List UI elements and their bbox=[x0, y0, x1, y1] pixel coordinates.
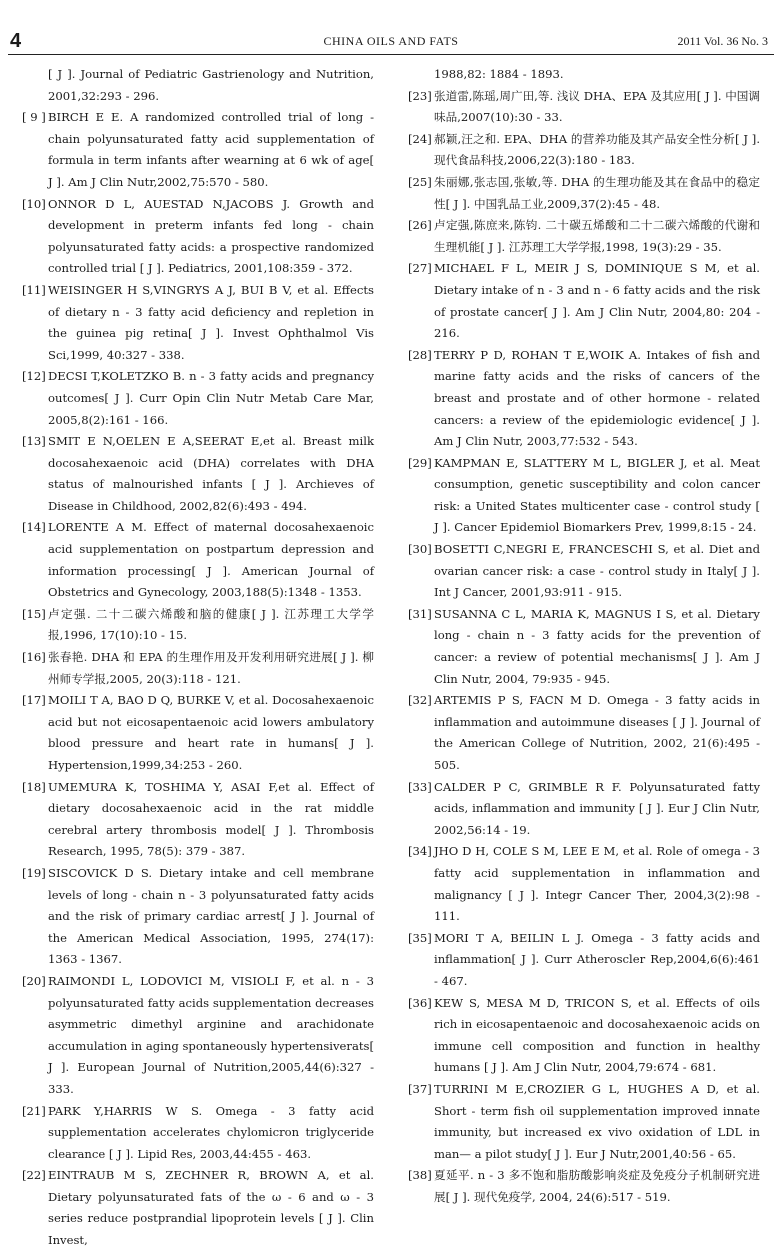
reference-number: [28] bbox=[408, 347, 432, 362]
reference-number: [16] bbox=[22, 650, 46, 665]
reference-text: MOILI T A, BAO D Q, BURKE V, et al. Docosahexaenoic acid but not eicosapentaenoic acid lowers ambulatory blood pressure and heart rate in humans[ J ]. Hypertension,1999,34:253 - 260. bbox=[48, 693, 374, 772]
reference-text: ONNOR D L, AUESTAD N,JACOBS J. Growth and development in preterm infants fed long - chain polyunsaturated fatty acids: a prospective randomized controlled trial [ J ]. Pediatrics, 2001,108:359 - 372. bbox=[48, 196, 374, 276]
reference-number: [15] bbox=[22, 606, 46, 621]
reference-text: CALDER P C, GRIMBLE R F. Polyunsaturated fatty acids, inflammation and immunity [ J ]. Eur J Clin Nutr, 2002,56:14 - 19. bbox=[434, 779, 760, 837]
reference-number: [32] bbox=[408, 693, 432, 708]
reference-text: BOSETTI C,NEGRI E, FRANCESCHI S, et al. Diet and ovarian cancer risk: a case - control study in Italy[ J ]. Int J Cancer, 2001,93:911 - 915. bbox=[434, 542, 760, 600]
reference-item bbox=[22, 280, 374, 366]
reference-text: EINTRAUB M S, ZECHNER R, BROWN A, et al. Dietary polyunsaturated fats of the ω - 6 and ω - 3 series reduce postprandial lipoprotein levels [ J ]. Clin Invest, bbox=[48, 1168, 374, 1248]
reference-number: [35] bbox=[408, 930, 432, 945]
reference-item bbox=[22, 604, 374, 647]
left-column bbox=[22, 64, 374, 1252]
reference-text: ARTEMIS P S, FACN M D. Omega - 3 fatty acids in inflammation and autoimmune diseases [ J ]. Journal of the American College of Nutrition, 2002, 21(6):495 - 505. bbox=[434, 693, 760, 772]
reference-text: MORI T A, BEILIN L J. Omega - 3 fatty acids and inflammation[ J ]. Curr Atheroscler Rep,2004,6(6):461 - 467. bbox=[434, 930, 760, 988]
reference-item bbox=[408, 64, 760, 86]
reference-number: [36] bbox=[408, 995, 432, 1010]
reference-text: SMIT E N,OELEN E A,SEERAT E,et al. Breast milk docosahexaenoic acid (DHA) correlates with DHA status of malnourished infants [ J ]. Archieves of Disease in Childhood, 2002,82(6):493 - 494. bbox=[48, 434, 374, 513]
reference-text: PARK Y,HARRIS W S. Omega - 3 fatty acid supplementation accelerates chylomicron triglyceride clearance [ J ]. Lipid Res, 2003,44:455 - 463. bbox=[48, 1103, 374, 1161]
reference-text: UMEMURA K, TOSHIMA Y, ASAI F,et al. Effect of dietary docosahexaenoic acid in the rat middle cerebral artery thrombosis model[ J ]. Thrombosis Research, 1995, 78(5): 379 - 387. bbox=[48, 779, 374, 859]
header-rule bbox=[8, 54, 774, 55]
reference-number: [23] bbox=[408, 88, 432, 103]
page-number: 4 bbox=[10, 30, 22, 52]
reference-number: [34] bbox=[408, 844, 432, 859]
reference-number: [26] bbox=[408, 218, 432, 233]
reference-text: 张道雷,陈瑶,周广田,等. 浅议 DHA、EPA 及其应用[ J ]. 中国调味品,2007(10):30 - 33. bbox=[434, 88, 760, 125]
reference-item bbox=[22, 366, 374, 431]
reference-item bbox=[22, 863, 374, 971]
reference-item bbox=[408, 928, 760, 993]
reference-number: [22] bbox=[22, 1168, 46, 1183]
reference-text: DECSI T,KOLETZKO B. n - 3 fatty acids and pregnancy outcomes[ J ]. Curr Opin Clin Nutr Metab Care Mar, 2005,8(2):161 - 166. bbox=[48, 369, 374, 427]
reference-text: 1988,82: 1884 - 1893. bbox=[434, 67, 564, 81]
reference-text: 朱丽娜,张志国,张敏,等. DHA 的生理功能及其在食品中的稳定性[ J ]. 中国乳品工业,2009,37(2):45 - 48. bbox=[434, 174, 760, 211]
reference-number: [14] bbox=[22, 520, 46, 535]
reference-number: [11] bbox=[22, 282, 46, 297]
reference-number: [25] bbox=[408, 174, 432, 189]
reference-item bbox=[408, 841, 760, 927]
reference-item bbox=[408, 453, 760, 539]
reference-number: [10] bbox=[22, 196, 46, 211]
reference-number: [24] bbox=[408, 131, 432, 146]
reference-item bbox=[408, 777, 760, 842]
reference-text: WEISINGER H S,VINGRYS A J, BUI B V, et al. Effects of dietary n - 3 fatty acid deficiency and repletion in the guinea pig retina[ J ]. Invest Ophthalmol Vis Sci,1999, 40:327 - 338. bbox=[48, 282, 374, 362]
reference-item bbox=[22, 777, 374, 863]
reference-number: [13] bbox=[22, 434, 46, 449]
reference-number: [ 9 ] bbox=[22, 110, 46, 125]
reference-text: BIRCH E E. A randomized controlled trial of long - chain polyunsaturated fatty acid supplementation of formula in term infants after wearning at 6 wk of age[ J ]. Am J Clin Nutr,2002,75:570 - 580. bbox=[48, 110, 374, 189]
reference-text: 郝颖,汪之和. EPA、DHA 的营养功能及其产品安全性分析[ J ]. 现代食品科技,2006,22(3):180 - 183. bbox=[434, 131, 760, 168]
reference-item bbox=[22, 517, 374, 603]
reference-number: [37] bbox=[408, 1081, 432, 1096]
reference-item bbox=[408, 1079, 760, 1165]
reference-text: TURRINI M E,CROZIER G L, HUGHES A D, et al. Short - term fish oil supplementation improved innate immunity, but increased ex vivo oxidation of LDL in man— a pilot study[ J ]. Eur J Nutr,2001,40:56 - 65. bbox=[434, 1081, 760, 1161]
reference-item bbox=[22, 107, 374, 193]
reference-number: [20] bbox=[22, 973, 46, 988]
reference-number: [17] bbox=[22, 693, 46, 708]
reference-number: [29] bbox=[408, 455, 432, 470]
reference-number: [30] bbox=[408, 542, 432, 557]
reference-number: [31] bbox=[408, 606, 432, 621]
right-column bbox=[408, 64, 760, 1208]
reference-text: SISCOVICK D S. Dietary intake and cell membrane levels of long - chain n - 3 polyunsaturated fatty acids and the risk of primary cardiac arrest[ J ]. Journal of the American Medical Association, 1995, 274(17): 1363 - 1367. bbox=[48, 865, 374, 967]
reference-number: [21] bbox=[22, 1103, 46, 1118]
reference-number: [38] bbox=[408, 1168, 432, 1183]
reference-text: KEW S, MESA M D, TRICON S, et al. Effects of oils rich in eicosapentaenoic and docosahexaenoic acids on immune cell composition and function in healthy humans [ J ]. Am J Clin Nutr, 2004,79:674 - 681. bbox=[434, 995, 760, 1075]
reference-item bbox=[408, 539, 760, 604]
reference-item bbox=[408, 993, 760, 1079]
reference-text: 卢定强,陈庶来,陈钧. 二十碳五烯酸和二十二碳六烯酸的代谢和生理机能[ J ]. 江苏理工大学学报,1998, 19(3):29 - 35. bbox=[434, 218, 760, 254]
reference-item bbox=[408, 86, 760, 129]
reference-text: SUSANNA C L, MARIA K, MAGNUS I S, et al. Dietary long - chain n - 3 fatty acids for the prevention of cancer: a review of potential mechanisms[ J ]. Am J Clin Nutr, 2004, 79:935 - 945. bbox=[434, 606, 760, 686]
reference-text: RAIMONDI L, LODOVICI M, VISIOLI F, et al. n - 3 polyunsaturated fatty acids supplementation decreases asymmetric dimethyl arginine and arachidonate accumulation in aging spontaneously hypertensiverats[ J ]. European Journal of Nutrition,2005,44(6):327 - 333. bbox=[48, 973, 374, 1096]
reference-item bbox=[22, 1101, 374, 1166]
reference-text: TERRY P D, ROHAN T E,WOIK A. Intakes of fish and marine fatty acids and the risks of cancers of the breast and prostate and of other hormone - related cancers: a review of the epidemiologic evidence[ J ]. Am J Clin Nutr, 2003,77:532 - 543. bbox=[434, 347, 760, 449]
reference-item bbox=[22, 690, 374, 776]
reference-text: 卢定强. 二十二碳六烯酸和脑的健康[ J ]. 江苏理工大学学报,1996, 17(10):10 - 15. bbox=[48, 606, 374, 643]
reference-item bbox=[408, 172, 760, 215]
reference-text: KAMPMAN E, SLATTERY M L, BIGLER J, et al. Meat consumption, genetic susceptibility and colon cancer risk: a United States multicenter case - control study [ J ]. Cancer Epidemiol Biomarkers Prev, 1999,8:15 - 24. bbox=[434, 455, 760, 535]
reference-item bbox=[22, 431, 374, 517]
reference-number: [19] bbox=[22, 865, 46, 880]
reference-text: MICHAEL F L, MEIR J S, DOMINIQUE S M, et al. Dietary intake of n - 3 and n - 6 fatty acids and the risk of prostate cancer[ J ]. Am J Clin Nutr, 2004,80: 204 - 216. bbox=[434, 261, 760, 341]
reference-item bbox=[22, 971, 374, 1101]
journal-title: CHINA OILS AND FATS bbox=[323, 34, 459, 48]
reference-item bbox=[408, 604, 760, 690]
reference-item bbox=[408, 345, 760, 453]
reference-item bbox=[408, 258, 760, 344]
reference-text: JHO D H, COLE S M, LEE E M, et al. Role of omega - 3 fatty acid supplementation in inflammation and malignancy [ J ]. Integr Cancer Ther, 2004,3(2):98 - 111. bbox=[434, 844, 760, 924]
issue-info: 2011 Vol. 36 No. 3 bbox=[677, 34, 768, 48]
reference-item bbox=[22, 194, 374, 280]
reference-text: 张春艳. DHA 和 EPA 的生理作用及开发利用研究进展[ J ]. 柳州师专学报,2005, 20(3):118 - 121. bbox=[48, 650, 374, 686]
reference-text: [ J ]. Journal of Pediatric Gastrienology and Nutrition, 2001,32:293 - 296. bbox=[48, 67, 374, 103]
reference-item bbox=[408, 129, 760, 172]
reference-item bbox=[408, 1165, 760, 1208]
reference-item bbox=[408, 215, 760, 258]
reference-number: [33] bbox=[408, 779, 432, 794]
reference-text: LORENTE A M. Effect of maternal docosahexaenoic acid supplementation on postpartum depression and information processing[ J ]. American Journal of Obstetrics and Gynecology, 2003,188(5):1348 - 1353. bbox=[48, 520, 374, 600]
reference-number: [18] bbox=[22, 779, 46, 794]
reference-number: [27] bbox=[408, 261, 432, 276]
reference-text: 夏延平. n - 3 多不饱和脂肪酸影响炎症及免疫分子机制研究进展[ J ]. 现代免疫学, 2004, 24(6):517 - 519. bbox=[434, 1168, 760, 1204]
reference-item bbox=[22, 647, 374, 690]
page-header bbox=[8, 0, 774, 54]
reference-number: [12] bbox=[22, 369, 46, 384]
reference-item bbox=[22, 64, 374, 107]
reference-item bbox=[408, 690, 760, 776]
reference-item bbox=[22, 1165, 374, 1251]
